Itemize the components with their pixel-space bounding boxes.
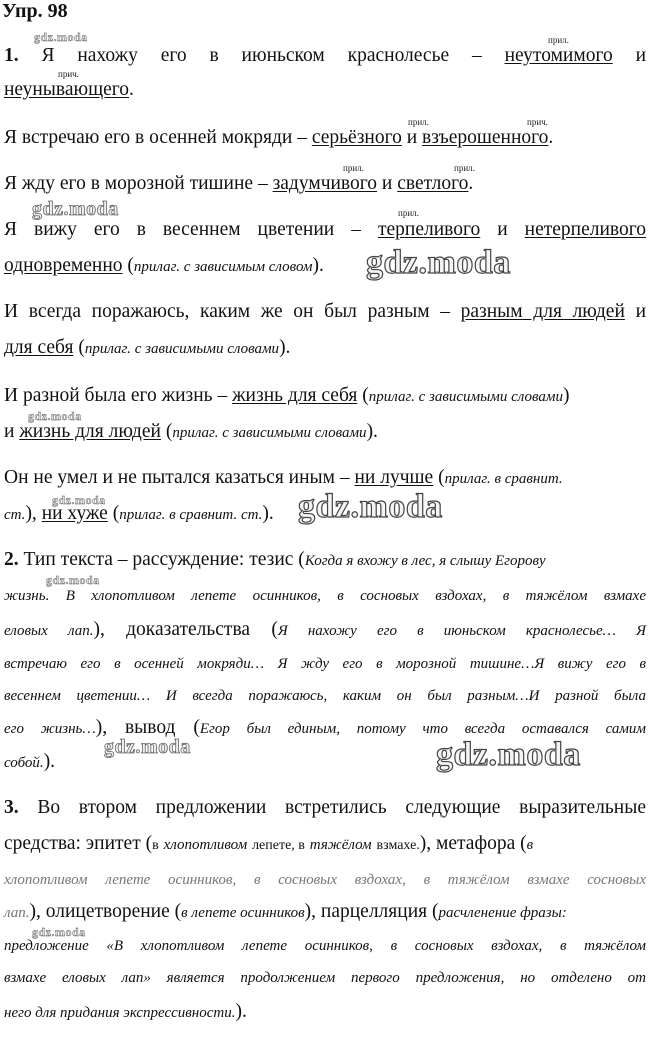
pos-label: прич. bbox=[527, 117, 548, 127]
text-line: жизнь. В хлопотливом лепете осинников, в сосновых вздохах, в тяжёлом взмахе bbox=[4, 588, 646, 604]
text-line: него для придания экспрессивности.). bbox=[4, 1001, 247, 1022]
text-line: и жизнь для людей (прилаг. с зависимыми словами). bbox=[4, 421, 378, 442]
text-line: 1. Я нахожу его в июньском краснолесье – неутомимого и bbox=[4, 45, 646, 66]
watermark: gdz.moda bbox=[34, 30, 88, 44]
watermark: gdz.moda bbox=[28, 409, 82, 423]
pos-label: прил. bbox=[398, 208, 419, 218]
text-line: 3. Во втором предложении встретились следующие выразительные bbox=[4, 797, 647, 818]
watermark: gdz.moda bbox=[298, 488, 443, 525]
text-line: одновременно (прилаг. с зависимым словом). bbox=[4, 255, 324, 276]
watermark: gdz.moda bbox=[32, 198, 119, 220]
text-line: 2. Тип текста – рассуждение: тезис (Когда я вхожу в лес, я слышу Егорову bbox=[4, 549, 546, 570]
text-line: собой.). bbox=[4, 751, 56, 772]
text-line: лап.), олицетворение (в лепете осинников), парцелляция (расчленение фразы: bbox=[4, 901, 567, 922]
pos-label: прил. bbox=[408, 117, 429, 127]
pos-label: прич. bbox=[58, 69, 79, 79]
text-line: Он не умел и не пытался казаться иным – ни лучше (прилаг. в сравнит. bbox=[4, 467, 563, 488]
exercise-title: Упр. 98 bbox=[2, 0, 68, 22]
text-line: неунывающего. bbox=[4, 79, 134, 100]
text-line: весеннем цветении… И всегда поражаюсь, каким он был разным…И разной была bbox=[4, 688, 646, 704]
watermark: gdz.moda bbox=[52, 493, 106, 507]
text-line: встречаю его в осенней мокряди… Я жду его в морозной тишине…Я вижу его в bbox=[4, 656, 646, 672]
text-line: еловых лап.), доказательства (Я нахожу его в июньском краснолесье… Я bbox=[4, 619, 646, 640]
text-line: хлопотливом лепете осинников, в сосновых вздохах, в тяжёлом взмахе сосновых bbox=[4, 872, 646, 888]
text-line: предложение «В хлопотливом лепете осинников, в сосновых вздохах, в тяжёлом bbox=[4, 938, 646, 954]
text-line: его жизнь…), вывод (Егор был единым, потому что всегда оставался самим bbox=[4, 717, 647, 738]
text-line: ст.), ни хуже (прилаг. в сравнит. ст.). bbox=[4, 503, 274, 524]
watermark: gdz.moda bbox=[32, 925, 86, 939]
text-line: средства: эпитет (в хлопотливом лепете, в тяжёлом взмахе.), метафора (в bbox=[4, 833, 534, 854]
watermark: gdz.moda bbox=[366, 244, 511, 281]
text-line: Я жду его в морозной тишине – задумчивого и светлого. bbox=[4, 173, 474, 194]
text-line: взмахе еловых лап» является продолжением первого предложения, но отделено от bbox=[4, 970, 646, 986]
watermark: gdz.moda bbox=[436, 736, 581, 773]
text-line: Я вижу его в весеннем цветении – терпеливого и нетерпеливого bbox=[4, 219, 647, 240]
watermark: gdz.moda bbox=[46, 573, 100, 587]
text-line: для себя (прилаг. с зависимыми словами). bbox=[4, 337, 291, 358]
text-line: Я встречаю его в осенней мокряди – серьёзного и взъерошенного. bbox=[4, 127, 554, 148]
pos-label: прил. bbox=[343, 163, 364, 173]
text-line: И всегда поражаюсь, каким же он был разным – разным для людей и bbox=[4, 301, 647, 322]
watermark: gdz.moda bbox=[104, 736, 191, 758]
pos-label: прил. bbox=[548, 35, 569, 45]
pos-label: прил. bbox=[454, 163, 475, 173]
text-line: И разной была его жизнь – жизнь для себя (прилаг. с зависимыми словами) bbox=[4, 385, 570, 406]
